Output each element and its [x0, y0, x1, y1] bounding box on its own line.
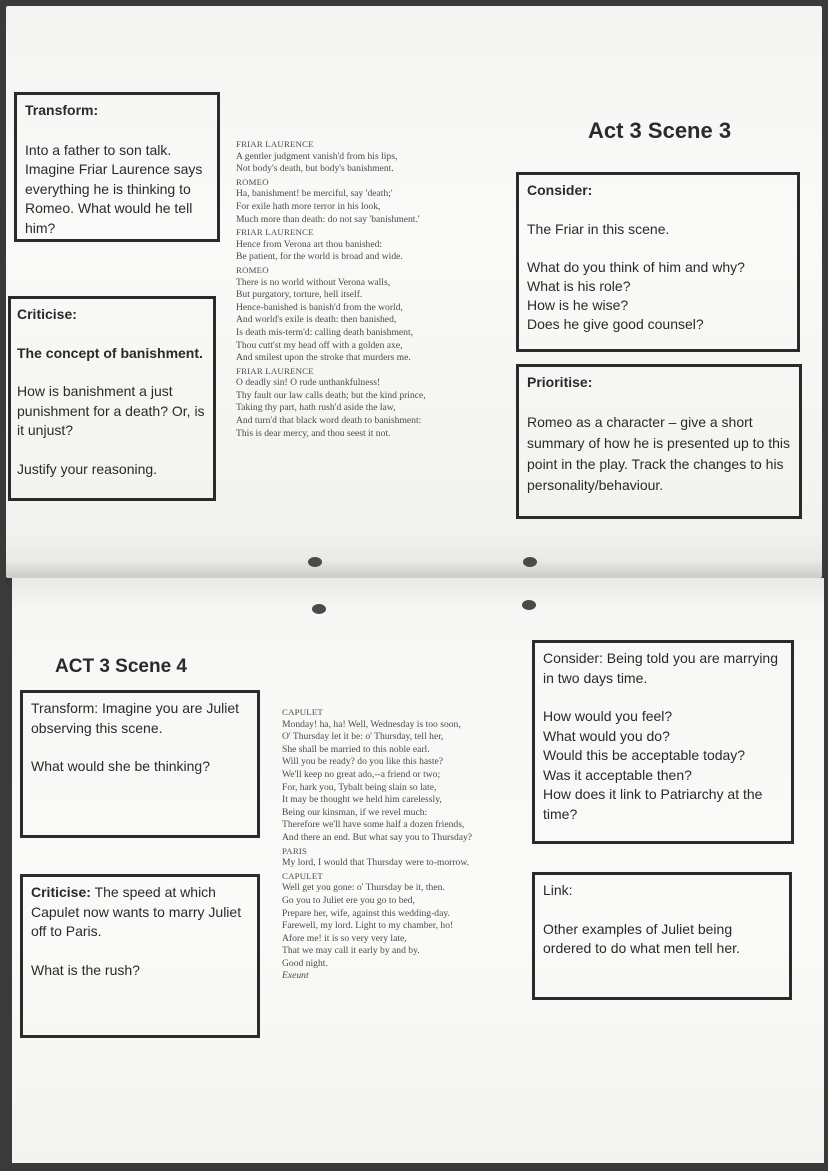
script-line: Is death mis-term'd: calling death banishment, [236, 326, 414, 338]
consider-lines-scene4 [543, 707, 783, 824]
transform-question-scene4: What would she be thinking? [31, 758, 210, 774]
prioritise-body: Romeo as a character – give a short summary of how he is presented up to this point in the play. Track the changes to his personality/behaviour. [527, 413, 791, 493]
script-line: For exile hath more terror in his look, [236, 200, 381, 212]
script-line: O deadly sin! O rude unthankfulness! [236, 377, 381, 389]
script-line: This is dear mercy, and thou seest it not. [236, 427, 391, 439]
transform-heading-scene4: Transform: Imagine you are Juliet observing this scene. [31, 700, 240, 736]
script-excerpt-scene3 [236, 138, 426, 440]
prioritise-heading: Prioritise: [527, 374, 593, 390]
script-excerpt-scene4 [282, 706, 472, 983]
script-line: For, hark you, Tybalt being slain so late, [282, 781, 437, 793]
transform-box-scene3 [14, 92, 220, 242]
consider-line: What do you think of him and why? [527, 258, 745, 275]
consider-heading: Consider: [527, 182, 593, 198]
transform-body: Into a father to son talk. Imagine Friar Laurence says everything he is thinking to Romeo. What would he tell him? [25, 141, 203, 236]
consider-line: The Friar in this scene. [527, 220, 670, 237]
script-line: And there an end. But what say you to Thursday? [282, 831, 473, 843]
script-line: Ha, banishment! be merciful, say 'death;' [236, 188, 393, 200]
consider-line: Was it acceptable then? [543, 766, 692, 783]
criticise-question-scene4: What is the rush? [31, 961, 140, 978]
script-line: That we may call it early by and by. [282, 945, 420, 957]
scene-title-act3-scene4: ACT 3 Scene 4 [55, 656, 187, 677]
script-speaker: CAPULET [282, 870, 323, 881]
script-line: It may be thought we held him carelessly, [282, 794, 442, 806]
script-speaker: ROMEO [236, 264, 269, 275]
consider-line: What is his role? [527, 277, 631, 294]
consider-line: What would you do? [543, 727, 670, 744]
script-line: There is no world without Verona walls, [236, 276, 391, 288]
script-line: Farewell, my lord. Light to my chamber, ho! [282, 920, 454, 932]
script-line: Taking thy part, hath rush'd aside the law, [236, 402, 396, 414]
script-line: Hence-banished is banish'd from the world, [236, 301, 403, 313]
script-line: Thou cutt'st my head off with a golden axe, [236, 339, 403, 351]
script-line: My lord, I would that Thursday were to-morrow. [282, 857, 470, 869]
script-line: A gentler judgment vanish'd from his lips, [236, 150, 398, 162]
script-line: Be patient, for the world is broad and wide. [236, 251, 403, 263]
script-line: Go you to Juliet ere you go to bed, [282, 894, 415, 906]
script-line: Good night. [282, 957, 328, 969]
criticise-heading: Criticise: [17, 306, 77, 322]
script-line: She shall be married to this noble earl. [282, 743, 430, 755]
transform-heading: Transform: [25, 102, 99, 118]
consider-box-scene4 [532, 640, 794, 844]
punch-hole [308, 557, 322, 567]
consider-lines [527, 220, 789, 334]
consider-line: How would you feel? [543, 708, 673, 724]
script-line: Much more than death: do not say 'banishment.' [236, 213, 420, 225]
link-box-scene4 [532, 872, 792, 1000]
script-line: We'll keep no great ado,--a friend or two; [282, 768, 441, 780]
punch-hole [312, 604, 326, 614]
consider-heading-scene4: Consider: Being told you are marrying in two days time. [543, 650, 779, 686]
criticise-box-scene3 [8, 296, 216, 501]
criticise-question: How is banishment a just punishment for a death? Or, is it unjust? [17, 383, 205, 438]
script-line: Thy fault our law calls death; but the kind prince, [236, 389, 426, 401]
criticise-box-scene4 [20, 874, 260, 1038]
transform-box-scene4 [20, 690, 260, 838]
consider-line [527, 239, 789, 258]
consider-line: How is he wise? [527, 296, 629, 313]
criticise-topic: The concept of banishment. [17, 344, 203, 361]
script-line: Therefore we'll have some half a dozen friends, [282, 819, 465, 831]
script-line: Well get you gone: o' Thursday be it, then. [282, 882, 445, 894]
script-line: Will you be ready? do you like this haste? [282, 756, 444, 768]
script-line: Monday! ha, ha! Well, Wednesday is too soon, [282, 718, 461, 730]
consider-line: Would this be acceptable today? [543, 747, 746, 763]
script-line: And world's exile is death: then banished, [236, 314, 397, 326]
stage-direction: Exeunt [282, 970, 309, 982]
prioritise-box-scene3 [516, 364, 802, 519]
link-body: Other examples of Juliet being ordered to do what men tell her. [543, 920, 740, 956]
script-line: But purgatory, torture, hell itself. [236, 289, 363, 301]
scene-title-act3-scene3: Act 3 Scene 3 [588, 118, 732, 143]
criticise-body-scene4: The speed at which Capulet now wants to marry Juliet off to Paris. [31, 884, 242, 939]
criticise-heading-scene4: Criticise: [31, 884, 91, 900]
consider-box-scene3 [516, 172, 800, 352]
script-speaker: FRIAR LAURENCE [236, 139, 314, 149]
script-line: Prepare her, wife, against this wedding-day. [282, 907, 450, 919]
script-line: Being our kinsman, if we revel much: [282, 806, 428, 818]
script-speaker: FRIAR LAURENCE [236, 365, 314, 376]
consider-line: How does it link to Patriarchy at the time? [543, 786, 763, 822]
script-speaker: PARIS [282, 845, 308, 856]
script-line: Not body's death, but body's banishment. [236, 163, 394, 175]
punch-hole [522, 600, 536, 610]
script-line: O' Thursday let it be: o' Thursday, tell her, [282, 731, 444, 743]
script-speaker: CAPULET [282, 707, 323, 717]
script-line: Hence from Verona art thou banished: [236, 238, 383, 250]
script-line: And turn'd that black word death to banishment: [236, 415, 422, 427]
script-line: Afore me! it is so very very late, [282, 932, 407, 944]
consider-line: Does he give good counsel? [527, 315, 704, 332]
script-speaker: ROMEO [236, 176, 269, 187]
criticise-instruction: Justify your reasoning. [17, 460, 158, 477]
link-heading: Link: [543, 882, 573, 898]
punch-hole [523, 557, 537, 567]
script-speaker: FRIAR LAURENCE [236, 227, 314, 238]
script-line: And smilest upon the stroke that murders me. [236, 352, 411, 364]
